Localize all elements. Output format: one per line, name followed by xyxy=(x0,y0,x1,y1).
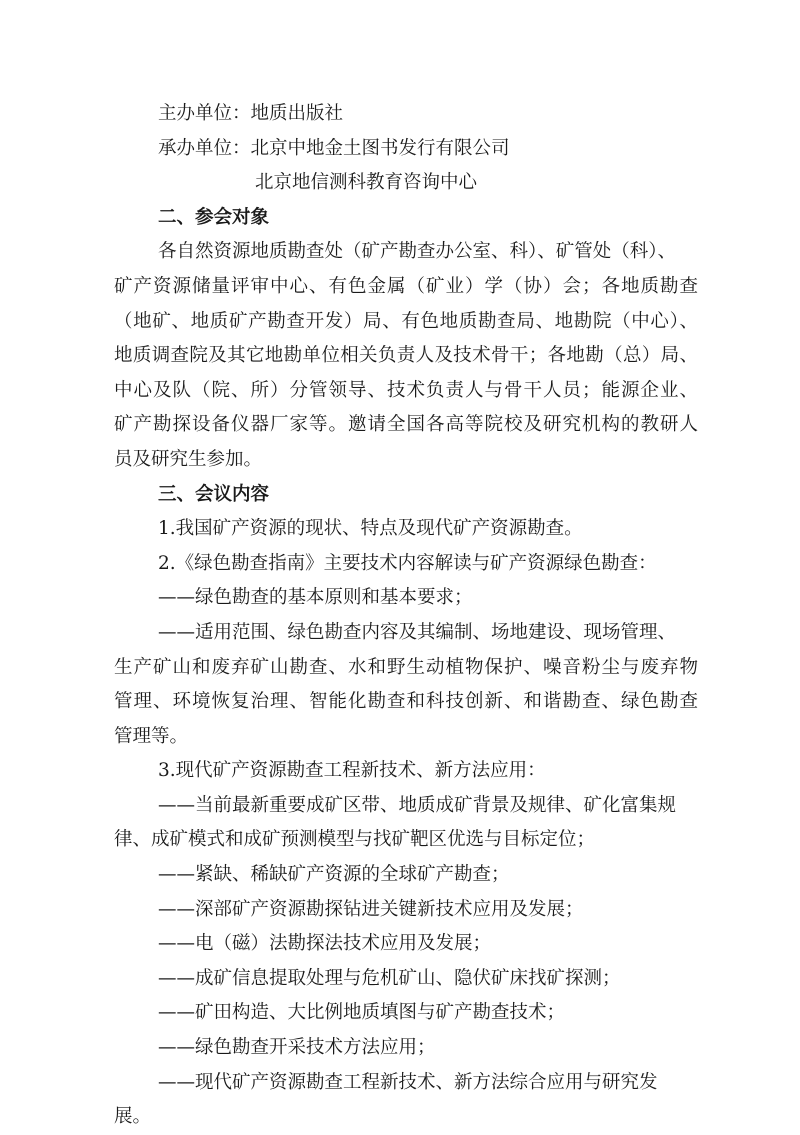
sub-item: ——绿色勘查开采技术方法应用； xyxy=(158,1037,436,1059)
sub-item: ——适用范围、绿色勘查内容及其编制、场地建设、现场管理、 xyxy=(158,621,677,643)
sub-item-continuation: 管理等。 xyxy=(114,725,189,747)
paragraph-line: 员及研究生参加。 xyxy=(114,448,263,470)
paragraph-line: 矿产勘探设备仪器厂家等。邀请全国各高等院校及研究机构的教研人 xyxy=(114,414,698,436)
list-item: 3.现代矿产资源勘查工程新技术、新方法应用： xyxy=(158,760,546,782)
document-body xyxy=(114,97,698,1135)
undertaker-organizer-2: 北京地信测科教育咨询中心 xyxy=(255,172,478,194)
sub-item-continuation: 管理、环境恢复治理、智能化勘查和科技创新、和谐勘查、绿色勘查 xyxy=(114,691,698,713)
paragraph-line: 中心及队（院、所）分管领导、技术负责人与骨干人员；能源企业、 xyxy=(114,379,698,401)
sub-item-continuation: 律、成矿模式和成矿预测模型与找矿靶区优选与目标定位； xyxy=(114,829,596,851)
sub-item-continuation: 生产矿山和废弃矿山勘查、水和野生动植物保护、噪音粉尘与废弃物 xyxy=(114,656,698,678)
host-organizer: 主办单位：地质出版社 xyxy=(158,103,344,124)
list-item: 2.《绿色勘查指南》主要技术内容解读与矿产资源绿色勘查： xyxy=(158,552,657,574)
section-heading-content: 三、会议内容 xyxy=(158,483,270,505)
sub-item: ——电（磁）法勘探法技术应用及发展； xyxy=(158,933,492,955)
list-item: 1.我国矿产资源的现状、特点及现代矿产资源勘查。 xyxy=(158,518,583,540)
sub-item: ——现代矿产资源勘查工程新技术、新方法综合应用与研究发 xyxy=(158,1071,658,1093)
sub-item: ——成矿信息提取处理与危机矿山、隐伏矿床找矿探测； xyxy=(158,967,621,989)
paragraph-line: 地质调查院及其它地勘单位相关负责人及技术骨干；各地勘（总）局、 xyxy=(114,345,698,367)
paragraph-line: 矿产资源储量评审中心、有色金属（矿业）学（协）会；各地质勘查 xyxy=(114,275,698,297)
undertaker-organizer: 承办单位：北京中地金土图书发行有限公司 xyxy=(158,137,510,159)
paragraph-line: 各自然资源地质勘查处（矿产勘查办公室、科）、矿管处（科）、 xyxy=(158,241,677,263)
sub-item: ——深部矿产资源勘探钻进关键新技术应用及发展； xyxy=(158,898,584,920)
sub-item: ——当前最新重要成矿区带、地质成矿背景及规律、矿化富集规 xyxy=(158,794,677,816)
paragraph-line: （地矿、地质矿产勘查开发）局、有色地质勘查局、地勘院（中心）、 xyxy=(114,310,698,332)
sub-item-continuation: 展。 xyxy=(114,1106,152,1128)
section-heading-participants: 二、参会对象 xyxy=(158,206,270,228)
sub-item: ——紧缺、稀缺矿产资源的全球矿产勘查； xyxy=(158,864,510,886)
sub-item: ——矿田构造、大比例地质填图与矿产勘查技术； xyxy=(158,1002,566,1024)
sub-item: ——绿色勘查的基本原则和基本要求； xyxy=(158,587,473,609)
